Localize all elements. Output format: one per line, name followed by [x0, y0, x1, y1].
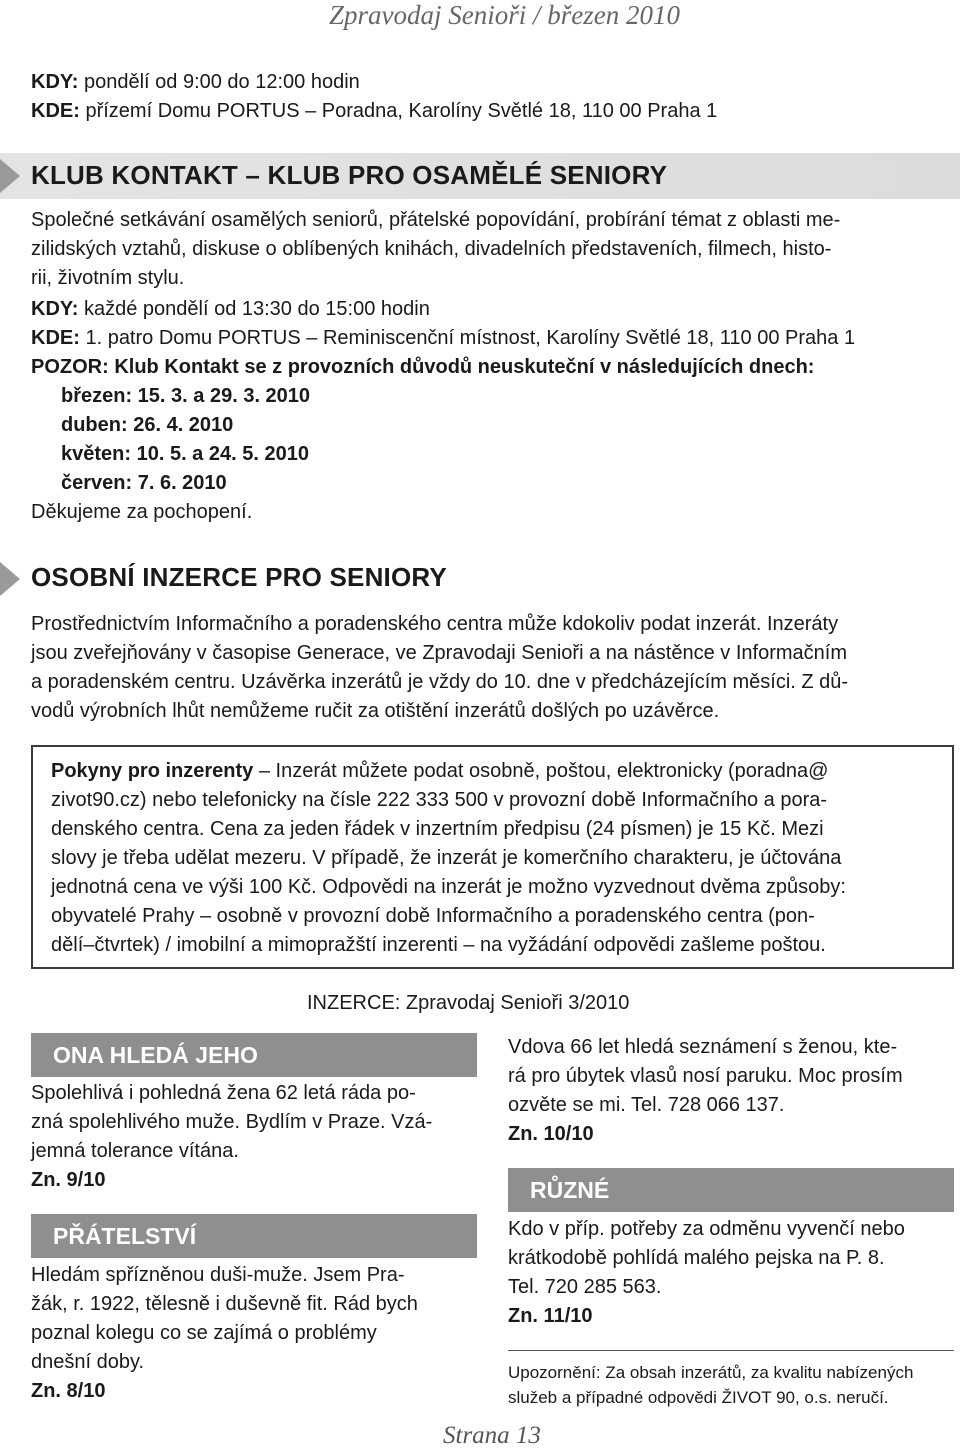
date-march: březen: 15. 3. a 29. 3. 2010	[61, 385, 311, 407]
klub-section-title: KLUB KONTAKT – KLUB PRO OSAMĚLÉ SENIORY	[31, 160, 668, 190]
box-line-7: dělí–čtvrtek) / imobilní a mimopražští inzerenti – na vyžádání odpovědi zašleme poštou.	[51, 934, 826, 956]
ona-hleda-jeho-heading: ONA HLEDÁ JEHO	[31, 1033, 477, 1077]
note-divider	[508, 1350, 954, 1351]
box-first-rest: – Inzerát můžete podat osobně, poštou, elektronicky (poradna@	[253, 760, 829, 782]
pratelstvi-line-4: dnešní doby.	[31, 1351, 145, 1373]
note-line-1: Upozornění: Za obsah inzerátů, za kvalitu nabízených	[508, 1363, 914, 1382]
box-line-3: denského centra. Cena za jeden řádek v inzertním předpisu (24 písmen) je 15 Kč. Mezi	[51, 818, 824, 840]
note-line-2: služeb a případné odpovědi ŽIVOT 90, o.s. neručí.	[508, 1388, 889, 1407]
pratelstvi-line-3: poznal kolegu co se zajímá o problémy	[31, 1322, 377, 1344]
vdova-line-1: Vdova 66 let hledá seznámení s ženou, kte-	[508, 1036, 898, 1058]
section-arrow-icon	[0, 153, 24, 199]
ona-line-3: jemná tolerance vítána.	[31, 1140, 239, 1162]
ona-line-1: Spolehlivá i pohledná žena 62 letá ráda po-	[31, 1082, 416, 1104]
kdy-text: pondělí od 9:00 do 12:00 hodin	[83, 71, 360, 93]
pozor-text: Klub Kontakt se z provozních důvodů neuskuteční v následujících dnech:	[114, 356, 815, 378]
box-line-4: slovy je třeba udělat mezeru. V případě, že inzerát je komerčního charakteru, je účtována	[51, 847, 842, 869]
ruzne-line-3: Tel. 720 285 563.	[508, 1276, 662, 1298]
ads-heading: INZERCE: Zpravodaj Senioři 3/2010	[307, 992, 630, 1014]
klub-line-2: zilidských vztahů, diskuse o oblíbených knihách, divadelních představeních, filmech, histo-	[31, 238, 832, 260]
vdova-code: Zn. 10/10	[508, 1123, 594, 1145]
klub-kde-line	[31, 324, 855, 353]
vdova-line-2: rá pro úbytek vlasů nosí paruku. Moc prosím	[508, 1065, 903, 1087]
pratelstvi-line-2: žák, r. 1922, tělesně i duševně fit. Rád bych	[31, 1293, 418, 1315]
ruzne-line-2: krátkodobě pohlídá malého pejska na P. 8.	[508, 1247, 885, 1269]
kdy-label: KDY:	[31, 71, 79, 93]
klub-pozor-line	[31, 353, 814, 382]
inzerce-line-1: Prostřednictvím Informačního a poradenského centra může kdokoliv podat inzerát. Inzeráty	[31, 613, 839, 635]
page-number: Strana 13	[443, 1422, 541, 1449]
ruzne-code: Zn. 11/10	[508, 1305, 593, 1327]
pratelstvi-line-1: Hledám spřízněnou duši-muže. Jsem Pra-	[31, 1264, 405, 1286]
klub-line-3: rii, životním stylu.	[31, 267, 185, 289]
ona-line-2: zná spolehlivého muže. Bydlím v Praze. Vzá-	[31, 1111, 433, 1133]
ona-code: Zn. 9/10	[31, 1169, 106, 1191]
klub-thanks: Děkujeme za pochopení.	[31, 501, 253, 523]
date-april: duben: 26. 4. 2010	[61, 414, 234, 436]
ruzne-heading: RŮZNÉ	[508, 1168, 954, 1212]
ruzne-line-1: Kdo v příp. potřeby za odměnu vyvenčí nebo	[508, 1218, 905, 1240]
vdova-line-3: ozvěte se mi. Tel. 728 066 137.	[508, 1094, 785, 1116]
pratelstvi-heading: PŘÁTELSTVÍ	[31, 1214, 477, 1258]
kde-text: přízemí Domu PORTUS – Poradna, Karolíny Světlé 18, 110 00 Praha 1	[85, 100, 718, 122]
date-may: květen: 10. 5. a 24. 5. 2010	[61, 443, 309, 465]
date-june: červen: 7. 6. 2010	[61, 472, 227, 494]
pratelstvi-code: Zn. 8/10	[31, 1380, 106, 1402]
klub-line-1: Společné setkávání osamělých seniorů, přátelské popovídání, probírání témat z oblasti me-	[31, 209, 841, 231]
klub-kdy-line	[31, 295, 430, 324]
kde-label: KDE:	[31, 100, 80, 122]
klub-kdy-label: KDY:	[31, 298, 79, 320]
klub-kde-text: 1. patro Domu PORTUS – Reminiscenční místnost, Karolíny Světlé 18, 110 00 Praha 1	[85, 327, 856, 349]
inzerce-line-3: a poradenském centru. Uzávěrka inzerátů je vždy do 10. dne v předcházejícím měsíci. Z dů-	[31, 671, 849, 693]
box-line-5: jednotná cena ve výši 100 Kč. Odpovědi na inzerát je možno vyzvednout dvěma způsoby:	[51, 876, 846, 898]
box-line-2: zivot90.cz) nebo telefonicky na čísle 222 333 500 v provozní době Informačního a pora-	[51, 789, 828, 811]
section-arrow-icon	[0, 556, 24, 602]
instructions-box	[31, 745, 954, 969]
pozor-label: POZOR:	[31, 356, 109, 378]
inzerce-line-2: jsou zveřejňovány v časopise Generace, ve Zpravodaji Senioři a na nástěnce v Informačním	[31, 642, 847, 664]
inzerce-section-title: OSOBNÍ INZERCE PRO SENIORY	[31, 562, 447, 592]
box-line-1	[51, 757, 828, 786]
page-header-title: Zpravodaj Senioři / březen 2010	[329, 0, 680, 30]
inzerce-line-4: vodů výrobních lhůt nemůžeme ručit za otištění inzerátů došlých po uzávěrce.	[31, 700, 720, 722]
box-label: Pokyny pro inzerenty	[51, 760, 254, 782]
top-kdy-line	[31, 68, 360, 97]
box-line-6: obyvatelé Prahy – osobně v provozní době Informačního a poradenského centra (pon-	[51, 905, 815, 927]
top-kde-line	[31, 97, 717, 126]
klub-kde-label: KDE:	[31, 327, 80, 349]
klub-kdy-text: každé pondělí od 13:30 do 15:00 hodin	[83, 298, 430, 320]
